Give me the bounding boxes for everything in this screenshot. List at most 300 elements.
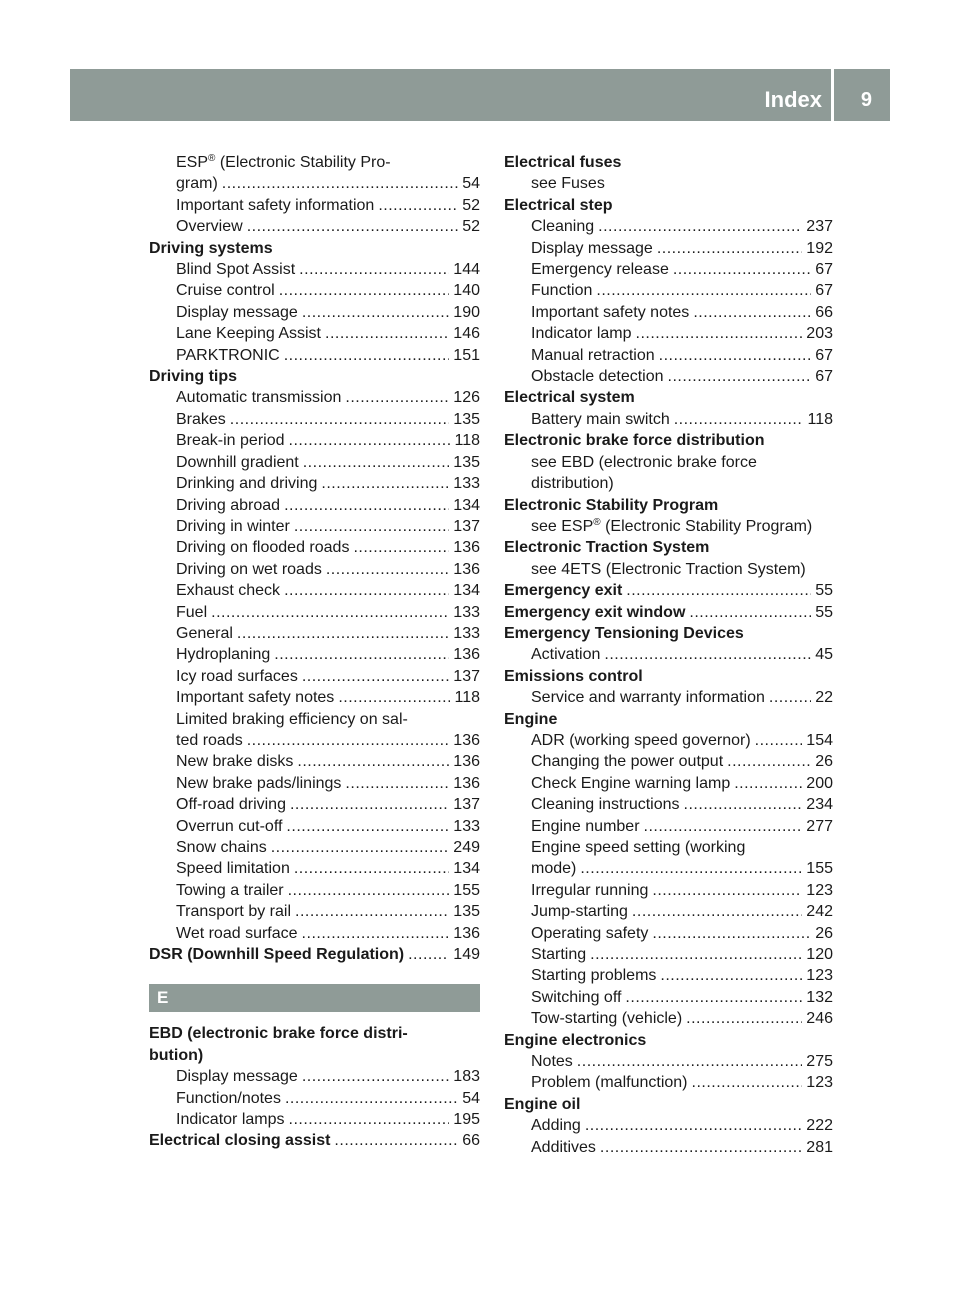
entry-label: Tow-starting (vehicle) bbox=[531, 1010, 683, 1028]
entry-text bbox=[531, 1008, 682, 1029]
entry-label: Changing the power output bbox=[531, 753, 724, 771]
entry-text bbox=[531, 473, 614, 494]
entry-page-number: 54 bbox=[462, 1089, 480, 1107]
index-sub-entry bbox=[504, 923, 833, 944]
entry-page-number: 155 bbox=[806, 860, 833, 878]
entry-label: gram) bbox=[176, 175, 218, 193]
leader-dots bbox=[211, 602, 449, 623]
entry-text bbox=[504, 537, 709, 558]
entry-label: Engine number bbox=[531, 817, 640, 835]
index-sub-entry bbox=[504, 259, 833, 280]
leader-dots bbox=[247, 730, 450, 751]
index-sub-entry bbox=[149, 794, 480, 815]
entry-page-number: 133 bbox=[453, 475, 480, 493]
leader-dots bbox=[769, 687, 811, 708]
index-sub-entry bbox=[149, 1088, 480, 1109]
entry-text bbox=[176, 280, 275, 301]
entry-text bbox=[176, 709, 408, 730]
entry-label: Emergency exit bbox=[504, 582, 623, 600]
entry-label: Transport by rail bbox=[176, 903, 291, 921]
index-main-entry bbox=[149, 238, 480, 259]
index-sub-entry bbox=[504, 1137, 833, 1158]
entry-text bbox=[531, 345, 655, 366]
index-sub-entry bbox=[149, 280, 480, 301]
index-sub-entry bbox=[504, 559, 833, 580]
entry-label: distribution) bbox=[531, 475, 614, 493]
entry-page-number: 134 bbox=[453, 582, 480, 600]
leader-dots bbox=[659, 345, 812, 366]
index-sub-entry bbox=[504, 858, 833, 879]
index-sub-entry bbox=[149, 923, 480, 944]
index-sub-entry bbox=[504, 516, 833, 537]
index-sub-entry bbox=[149, 216, 480, 237]
entry-page-number: 67 bbox=[815, 346, 833, 364]
entry-page-number: 118 bbox=[807, 410, 833, 428]
entry-label: Electrical closing assist bbox=[149, 1132, 331, 1150]
index-sub-entry bbox=[504, 816, 833, 837]
index-sub-entry bbox=[504, 323, 833, 344]
index-sub-entry bbox=[504, 901, 833, 922]
entry-label: DSR (Downhill Speed Regulation) bbox=[149, 946, 405, 964]
index-sub-entry bbox=[149, 559, 480, 580]
leader-dots bbox=[692, 1072, 803, 1093]
index-sub-entry bbox=[149, 687, 480, 708]
leader-dots bbox=[284, 495, 449, 516]
entry-text bbox=[504, 1030, 646, 1051]
entry-page-number: 234 bbox=[806, 796, 833, 814]
entry-text bbox=[176, 794, 286, 815]
index-sub-entry bbox=[149, 623, 480, 644]
entry-label: Off-road driving bbox=[176, 796, 286, 814]
index-sub-entry bbox=[504, 173, 833, 194]
entry-page-number: 135 bbox=[453, 453, 480, 471]
index-sub-entry bbox=[504, 687, 833, 708]
leader-dots bbox=[230, 409, 450, 430]
page-header bbox=[70, 69, 890, 121]
leader-dots bbox=[632, 901, 802, 922]
entry-label: Starting bbox=[531, 946, 587, 964]
entry-text bbox=[176, 452, 299, 473]
entry-text bbox=[176, 195, 374, 216]
leader-dots bbox=[673, 259, 811, 280]
index-sub-entry bbox=[504, 1072, 833, 1093]
entry-label: see 4ETS (Electronic Traction System) bbox=[531, 560, 806, 578]
entry-page-number: 67 bbox=[815, 261, 833, 279]
entry-text bbox=[531, 452, 757, 473]
entry-text bbox=[504, 430, 765, 451]
entry-page-number: 133 bbox=[453, 603, 480, 621]
entry-text bbox=[176, 323, 321, 344]
entry-label: Service and warranty information bbox=[531, 689, 765, 707]
entry-text bbox=[149, 944, 404, 965]
leader-dots bbox=[674, 409, 804, 430]
leader-dots bbox=[237, 623, 449, 644]
entry-text bbox=[176, 1066, 298, 1087]
leader-dots bbox=[590, 944, 802, 965]
entry-label: ADR (working speed governor) bbox=[531, 731, 751, 749]
entry-label: Important safety notes bbox=[531, 303, 690, 321]
index-sub-entry bbox=[504, 1115, 833, 1136]
leader-dots bbox=[294, 858, 449, 879]
index-sub-entry bbox=[504, 409, 833, 430]
entry-text bbox=[176, 1109, 285, 1130]
leader-dots bbox=[302, 666, 449, 687]
leader-dots bbox=[580, 858, 802, 879]
entry-page-number: 146 bbox=[453, 325, 480, 343]
entry-page-number: 136 bbox=[453, 924, 480, 942]
entry-text bbox=[176, 430, 285, 451]
entry-label: see ESP bbox=[531, 517, 594, 535]
index-main-entry bbox=[504, 623, 833, 644]
leader-dots bbox=[755, 730, 803, 751]
entry-page-number: 22 bbox=[815, 689, 833, 707]
entry-text bbox=[531, 366, 664, 387]
entry-text bbox=[176, 837, 267, 858]
index-main-entry bbox=[504, 430, 833, 451]
entry-page-number: 151 bbox=[453, 346, 480, 364]
entry-page-number: 118 bbox=[454, 432, 480, 450]
entry-text bbox=[176, 644, 270, 665]
leader-dots bbox=[408, 944, 449, 965]
leader-dots bbox=[302, 1066, 449, 1087]
leader-dots bbox=[652, 923, 811, 944]
entry-text bbox=[176, 216, 243, 237]
entry-page-number: 246 bbox=[806, 1010, 833, 1028]
entry-text bbox=[531, 816, 640, 837]
entry-page-number: 190 bbox=[453, 303, 480, 321]
entry-page-number: 144 bbox=[453, 261, 480, 279]
index-main-entry bbox=[149, 366, 480, 387]
entry-label: PARKTRONIC bbox=[176, 346, 280, 364]
leader-dots bbox=[247, 216, 459, 237]
index-sub-entry bbox=[504, 302, 833, 323]
entry-label: EBD (electronic brake force distri- bbox=[149, 1025, 408, 1043]
leader-dots bbox=[222, 173, 458, 194]
entry-page-number: 126 bbox=[453, 389, 480, 407]
header-divider bbox=[831, 69, 834, 121]
entry-text bbox=[176, 816, 282, 837]
leader-dots bbox=[274, 644, 449, 665]
entry-label: mode) bbox=[531, 860, 577, 878]
leader-dots bbox=[279, 280, 450, 301]
entry-page-number: 136 bbox=[453, 774, 480, 792]
leader-dots bbox=[338, 687, 450, 708]
index-sub-entry bbox=[504, 794, 833, 815]
entry-label: Cruise control bbox=[176, 282, 275, 300]
entry-page-number: 134 bbox=[453, 496, 480, 514]
entry-page-number: 134 bbox=[453, 860, 480, 878]
entry-label: Driving on wet roads bbox=[176, 560, 322, 578]
index-main-entry bbox=[504, 709, 833, 730]
entry-label: Brakes bbox=[176, 410, 226, 428]
entry-text bbox=[531, 1072, 688, 1093]
entry-label: Electrical step bbox=[504, 196, 613, 214]
entry-text bbox=[504, 623, 744, 644]
entry-label: bution) bbox=[149, 1046, 204, 1064]
leader-dots bbox=[294, 516, 449, 537]
entry-label: Electronic Traction System bbox=[504, 539, 710, 557]
entry-label: Jump-starting bbox=[531, 903, 628, 921]
index-column-left bbox=[149, 152, 480, 1152]
entry-text bbox=[531, 858, 576, 879]
entry-page-number: 154 bbox=[806, 731, 833, 749]
entry-label: Electronic Stability Program bbox=[504, 496, 719, 514]
entry-label: Important safety information bbox=[176, 196, 375, 214]
entry-label: Display message bbox=[531, 239, 653, 257]
entry-text bbox=[176, 495, 280, 516]
entry-page-number: 136 bbox=[453, 560, 480, 578]
leader-dots bbox=[321, 473, 449, 494]
entry-page-number: 137 bbox=[453, 796, 480, 814]
entry-label: Cleaning bbox=[531, 218, 595, 236]
entry-text bbox=[176, 623, 233, 644]
entry-page-number: 45 bbox=[815, 646, 833, 664]
entry-page-number: 133 bbox=[453, 624, 480, 642]
index-sub-entry bbox=[149, 1109, 480, 1130]
entry-page-number: 136 bbox=[453, 646, 480, 664]
entry-text bbox=[504, 1094, 580, 1115]
index-sub-entry bbox=[504, 965, 833, 986]
leader-dots bbox=[626, 580, 811, 601]
index-main-entry bbox=[504, 152, 833, 173]
entry-text bbox=[176, 730, 243, 751]
leader-dots bbox=[326, 559, 449, 580]
entry-text bbox=[176, 751, 293, 772]
entry-text bbox=[531, 644, 600, 665]
index-sub-entry bbox=[149, 644, 480, 665]
entry-page-number: 135 bbox=[453, 903, 480, 921]
entry-page-number: 249 bbox=[453, 839, 480, 856]
entry-label: Overview bbox=[176, 218, 243, 236]
entry-page-number: 26 bbox=[815, 924, 833, 942]
entry-label: Hydroplaning bbox=[176, 646, 271, 664]
entry-text bbox=[176, 559, 322, 580]
entry-text bbox=[504, 387, 635, 408]
index-sub-entry bbox=[149, 452, 480, 473]
entry-text bbox=[176, 880, 284, 901]
index-sub-entry bbox=[149, 302, 480, 323]
leader-dots bbox=[668, 366, 812, 387]
index-sub-entry bbox=[149, 602, 480, 623]
index-main-entry bbox=[504, 580, 833, 601]
entry-text bbox=[504, 602, 685, 623]
index-sub-entry bbox=[149, 516, 480, 537]
entry-label: Exhaust check bbox=[176, 582, 281, 600]
entry-text bbox=[149, 1023, 408, 1044]
leader-dots bbox=[734, 773, 802, 794]
index-sub-entry bbox=[149, 259, 480, 280]
index-sub-entry bbox=[504, 473, 833, 494]
entry-text bbox=[176, 537, 349, 558]
leader-dots bbox=[378, 195, 458, 216]
entry-label: Battery main switch bbox=[531, 410, 670, 428]
entry-page-number: 123 bbox=[806, 1074, 833, 1092]
leader-dots bbox=[271, 837, 450, 858]
entry-label: Engine electronics bbox=[504, 1031, 647, 1049]
leader-dots bbox=[297, 751, 449, 772]
index-sub-entry bbox=[149, 1066, 480, 1087]
entry-label: Driving systems bbox=[149, 239, 273, 257]
leader-dots bbox=[353, 537, 449, 558]
entry-text bbox=[531, 730, 751, 751]
leader-dots bbox=[598, 216, 802, 237]
registered-mark: ® bbox=[208, 153, 216, 164]
index-sub-entry bbox=[504, 366, 833, 387]
entry-page-number: 52 bbox=[462, 218, 480, 236]
entry-page-number: 277 bbox=[806, 817, 833, 835]
entry-label: Engine speed setting (working bbox=[531, 839, 746, 856]
leader-dots bbox=[660, 965, 802, 986]
entry-page-number: 192 bbox=[806, 239, 833, 257]
entry-text bbox=[531, 773, 730, 794]
leader-dots bbox=[600, 1137, 802, 1158]
entry-page-number: 195 bbox=[453, 1111, 480, 1129]
entry-label: Irregular running bbox=[531, 881, 649, 899]
entry-label: Adding bbox=[531, 1117, 581, 1135]
index-sub-entry bbox=[504, 238, 833, 259]
leader-dots bbox=[652, 880, 802, 901]
index-sub-entry bbox=[149, 345, 480, 366]
index-sub-entry bbox=[149, 387, 480, 408]
entry-page-number: 183 bbox=[453, 1068, 480, 1086]
entry-label: Driving tips bbox=[149, 368, 238, 386]
entry-text bbox=[531, 323, 632, 344]
entry-label: Cleaning instructions bbox=[531, 796, 680, 814]
entry-text bbox=[531, 1051, 573, 1072]
entry-label: see EBD (electronic brake force bbox=[531, 453, 757, 471]
entry-label: Operating safety bbox=[531, 924, 649, 942]
index-sub-entry bbox=[149, 816, 480, 837]
entry-label: Driving in winter bbox=[176, 517, 290, 535]
entry-label: Display message bbox=[176, 1068, 298, 1086]
index-sub-entry bbox=[149, 773, 480, 794]
index-sub-entry bbox=[504, 345, 833, 366]
entry-page-number: 67 bbox=[815, 282, 833, 300]
leader-dots bbox=[288, 880, 450, 901]
index-sub-entry bbox=[149, 666, 480, 687]
index-main-entry bbox=[504, 602, 833, 623]
leader-dots bbox=[693, 302, 811, 323]
entry-page-number: 203 bbox=[806, 325, 833, 343]
index-sub-entry bbox=[504, 644, 833, 665]
index-sub-entry bbox=[149, 580, 480, 601]
entry-text bbox=[531, 923, 648, 944]
entry-label: Important safety notes bbox=[176, 689, 335, 707]
header-title: Index bbox=[764, 87, 822, 112]
entry-label: Break-in period bbox=[176, 432, 285, 450]
entry-label: Activation bbox=[531, 646, 601, 664]
entry-label: Obstacle detection bbox=[531, 368, 664, 386]
index-sub-entry bbox=[504, 280, 833, 301]
leader-dots bbox=[284, 345, 450, 366]
entry-label: Manual retraction bbox=[531, 346, 655, 364]
entry-page-number: 242 bbox=[806, 903, 833, 921]
index-main-entry bbox=[149, 1023, 480, 1044]
entry-label: Icy road surfaces bbox=[176, 667, 298, 685]
leader-dots bbox=[657, 238, 802, 259]
entry-label: Limited braking efficiency on sal- bbox=[176, 710, 408, 728]
entry-label: ted roads bbox=[176, 731, 243, 749]
entry-page-number: 133 bbox=[453, 817, 480, 835]
index-sub-entry bbox=[149, 901, 480, 922]
index-sub-entry bbox=[504, 730, 833, 751]
index-main-entry bbox=[504, 387, 833, 408]
index-sub-entry bbox=[149, 730, 480, 751]
entry-label: Engine bbox=[504, 710, 558, 728]
entry-text bbox=[176, 901, 291, 922]
index-sub-entry bbox=[504, 987, 833, 1008]
leader-dots bbox=[284, 580, 449, 601]
leader-dots bbox=[302, 923, 450, 944]
index-sub-entry bbox=[149, 537, 480, 558]
entry-label: Overrun cut-off bbox=[176, 817, 283, 835]
entry-label: Lane Keeping Assist bbox=[176, 325, 321, 343]
index-sub-entry bbox=[149, 152, 480, 173]
entry-label: ESP bbox=[176, 154, 209, 171]
leader-dots bbox=[585, 1115, 802, 1136]
entry-page-number: 140 bbox=[453, 282, 480, 300]
entry-text bbox=[531, 409, 670, 430]
entry-page-number: 26 bbox=[815, 753, 833, 771]
entry-text bbox=[176, 409, 226, 430]
entry-label: Indicator lamp bbox=[531, 325, 632, 343]
leader-dots bbox=[625, 987, 802, 1008]
entry-text bbox=[176, 173, 218, 194]
entry-text bbox=[531, 751, 723, 772]
entry-page-number: 281 bbox=[806, 1138, 833, 1156]
entry-page-number: 67 bbox=[815, 368, 833, 386]
entry-label: Automatic transmission bbox=[176, 389, 342, 407]
index-main-entry bbox=[149, 944, 480, 965]
entry-text bbox=[149, 238, 273, 259]
leader-dots bbox=[289, 1109, 450, 1130]
entry-page-number: 137 bbox=[453, 667, 480, 685]
entry-page-number: 123 bbox=[806, 881, 833, 899]
entry-label: Driving on flooded roads bbox=[176, 539, 350, 557]
entry-text bbox=[176, 580, 280, 601]
index-main-entry bbox=[149, 1130, 480, 1151]
entry-page-number: 155 bbox=[453, 881, 480, 899]
leader-dots bbox=[302, 302, 449, 323]
entry-label: Downhill gradient bbox=[176, 453, 299, 471]
index-main-entry bbox=[504, 1030, 833, 1051]
entry-text bbox=[504, 195, 613, 216]
entry-text bbox=[176, 687, 334, 708]
entry-text bbox=[531, 1137, 596, 1158]
entry-label: Notes bbox=[531, 1053, 573, 1071]
entry-label: Blind Spot Assist bbox=[176, 261, 296, 279]
entry-label: Switching off bbox=[531, 988, 622, 1006]
entry-label: Fuel bbox=[176, 603, 208, 621]
entry-text bbox=[531, 837, 745, 858]
leader-dots bbox=[325, 323, 449, 344]
entry-text bbox=[531, 965, 656, 986]
entry-label: Engine oil bbox=[504, 1095, 581, 1113]
leader-dots bbox=[286, 816, 449, 837]
entry-text bbox=[531, 880, 648, 901]
leader-dots bbox=[684, 794, 803, 815]
entry-text bbox=[531, 687, 765, 708]
entry-label: Wet road surface bbox=[176, 924, 298, 942]
leader-dots bbox=[289, 430, 451, 451]
index-sub-entry bbox=[149, 880, 480, 901]
registered-mark: ® bbox=[593, 516, 601, 528]
entry-label: Function/notes bbox=[176, 1089, 281, 1107]
index-sub-entry bbox=[149, 751, 480, 772]
entry-page-number: 55 bbox=[815, 603, 833, 621]
index-sub-entry bbox=[149, 837, 480, 858]
index-sub-entry bbox=[149, 495, 480, 516]
